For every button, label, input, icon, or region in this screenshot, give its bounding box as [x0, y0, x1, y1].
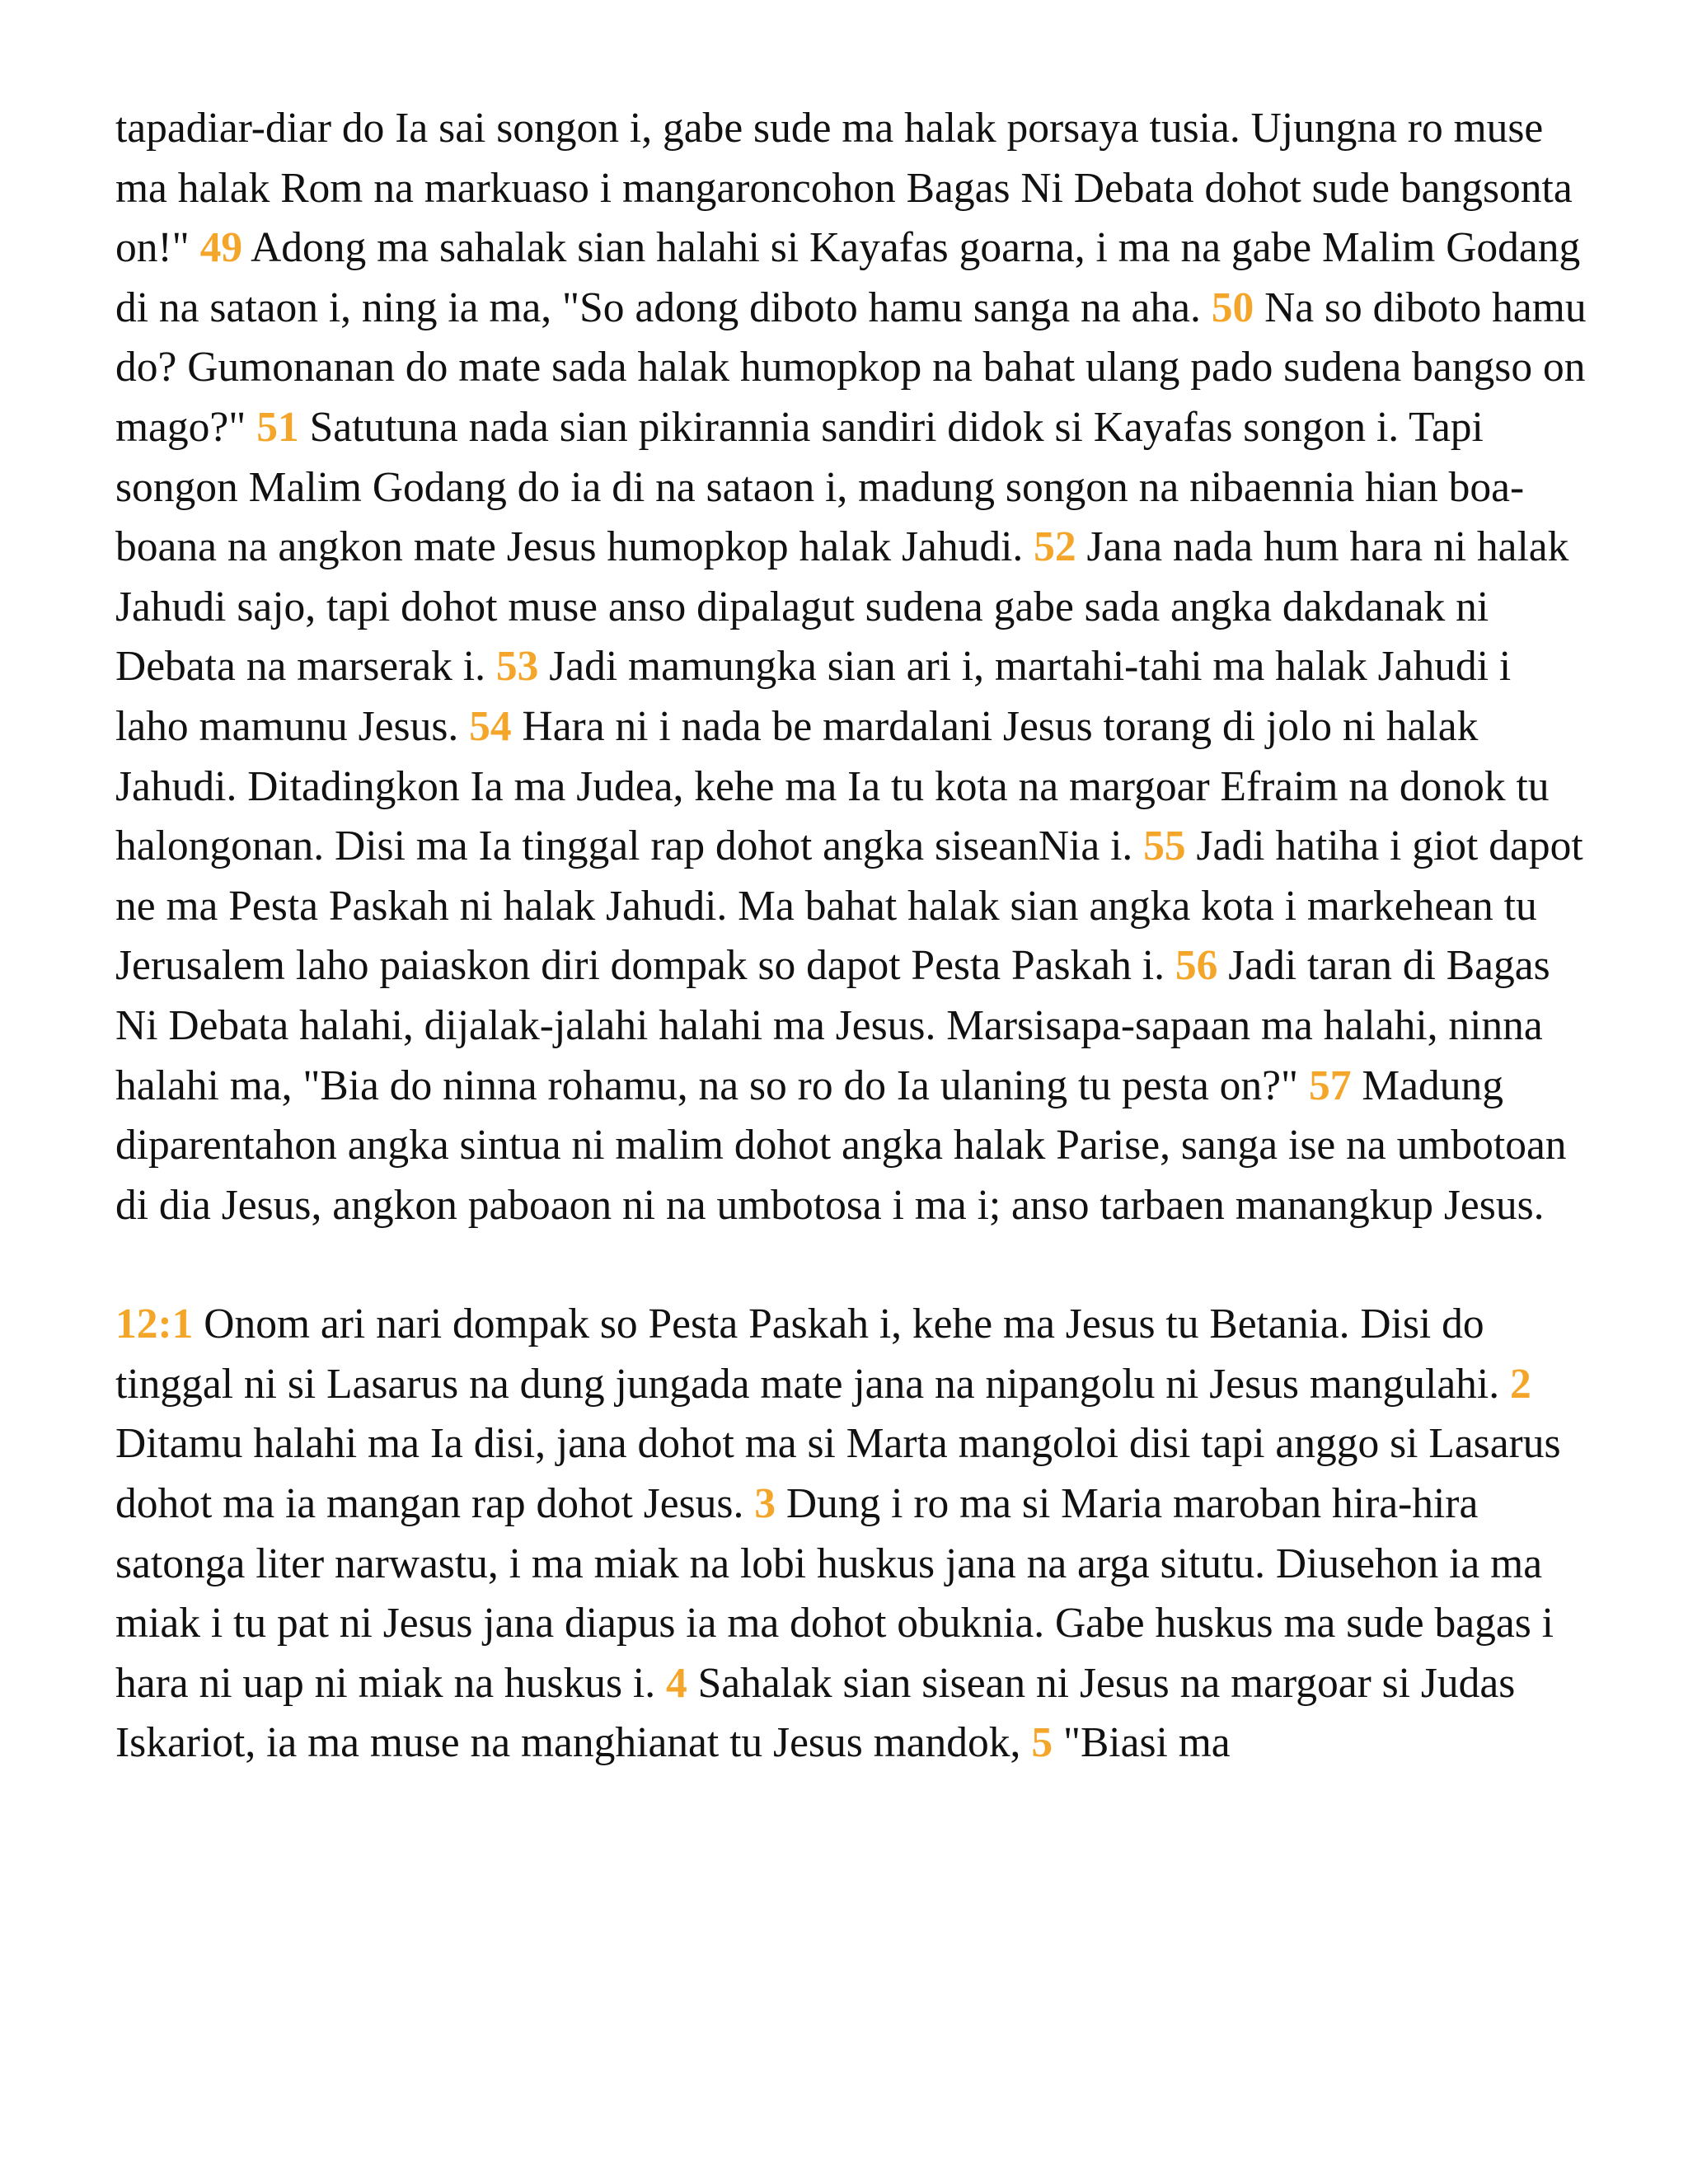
verse-text: Jadi taran di Bagas Ni Debata halahi, dijalak-jalahi halahi ma Jesus. Marsisapa-sapaan ma halahi, ninna halahi ma, "Bia do ninna rohamu, na so ro do Ia ulaning tu pesta on?": [115, 942, 1550, 1109]
verse-text: Na so diboto hamu do? Gumonanan do mate sada halak humopkop na bahat ulang pado sudena bangso on mago?": [115, 284, 1587, 451]
verse-number: 3: [754, 1480, 776, 1528]
verse-text: "Biasi ma: [1053, 1719, 1231, 1767]
verse-number: 55: [1143, 823, 1186, 870]
verse-text: Jadi hatiha i giot dapot ne ma Pesta Paskah ni halak Jahudi. Ma bahat halak sian angka kota i markehean tu Jerusalem laho paiaskon diri dompak so dapot Pesta Paskah i.: [115, 823, 1583, 990]
verse-number: 50: [1211, 284, 1254, 331]
verse-number: 2: [1509, 1360, 1531, 1408]
verse-number: 5: [1031, 1719, 1053, 1767]
verse-number: 57: [1308, 1062, 1352, 1109]
verse-text: tapadiar-diar do Ia sai songon i, gabe sude ma halak porsaya tusia. Ujungna ro muse ma halak Rom na markuaso i mangaroncohon Bagas Ni Debata dohot sude bangsonta on!": [115, 105, 1573, 272]
verse-number: 56: [1175, 942, 1218, 990]
verse-text: Ditamu halahi ma Ia disi, jana dohot ma si Marta mangoloi disi tapi anggo si Lasarus dohot ma ia mangan rap dohot Jesus.: [115, 1420, 1561, 1528]
verse-number: 51: [256, 403, 299, 451]
verse-text: Madung diparentahon angka sintua ni malim dohot angka halak Parise, sanga ise na umbotoan di dia Jesus, angkon paboaon ni na umbotosa i ma i; anso tarbaen manangkup Jesus.: [115, 1062, 1567, 1229]
verse-number: 53: [495, 643, 539, 691]
verse-text: Onom ari nari dompak so Pesta Paskah i, kehe ma Jesus tu Betania. Disi do tinggal ni si Lasarus na dung jungada mate jana na nipangolu ni Jesus mangulahi.: [115, 1301, 1510, 1408]
verse-text: Adong ma sahalak sian halahi si Kayafas goarna, i ma na gabe Malim Godang di na sataon i, ning ia ma, "So adong diboto hamu sanga na aha.: [115, 224, 1581, 331]
document-page: [115, 99, 1591, 1774]
verse-text: Jana nada hum hara ni halak Jahudi sajo, tapi dohot muse anso dipalagut sudena gabe sada angka dakdanak ni Debata na marserak i.: [115, 523, 1569, 691]
verse-text: Dung i ro ma si Maria maroban hira-hira satonga liter narwastu, i ma miak na lobi huskus jana na arga situtu. Diusehon ia ma miak i tu pat ni Jesus jana diapus ia ma dohot obuknia. Gabe huskus ma sude bagas i hara ni uap ni miak na huskus i.: [115, 1480, 1554, 1707]
verse-text: Sahalak sian sisean ni Jesus na margoar si Judas Iskariot, ia ma muse na manghianat tu Jesus mandok,: [115, 1659, 1516, 1767]
verse-number: 12:1: [115, 1301, 194, 1348]
verse-number: 54: [469, 702, 512, 750]
verse-number: 49: [199, 224, 243, 272]
verse-number: 4: [665, 1659, 687, 1707]
verse-number: 52: [1034, 523, 1076, 571]
paragraph: [115, 99, 1591, 1235]
verse-text: Hara ni i nada be mardalani Jesus torang di jolo ni halak Jahudi. Ditadingkon Ia ma Judea, kehe ma Ia tu kota na margoar Efraim na donok tu halongonan. Disi ma Ia tinggal rap dohot angka siseanNia i.: [115, 702, 1550, 870]
verse-text: Jadi mamungka sian ari i, martahi-tahi ma halak Jahudi i laho mamunu Jesus.: [115, 643, 1512, 750]
paragraph: [115, 1295, 1591, 1774]
verse-text: Satutuna nada sian pikirannia sandiri didok si Kayafas songon i. Tapi songon Malim Godang do ia di na sataon i, madung songon na nibaennia hian boa-boana na angkon mate Jesus humopkop halak Jahudi.: [115, 403, 1525, 571]
